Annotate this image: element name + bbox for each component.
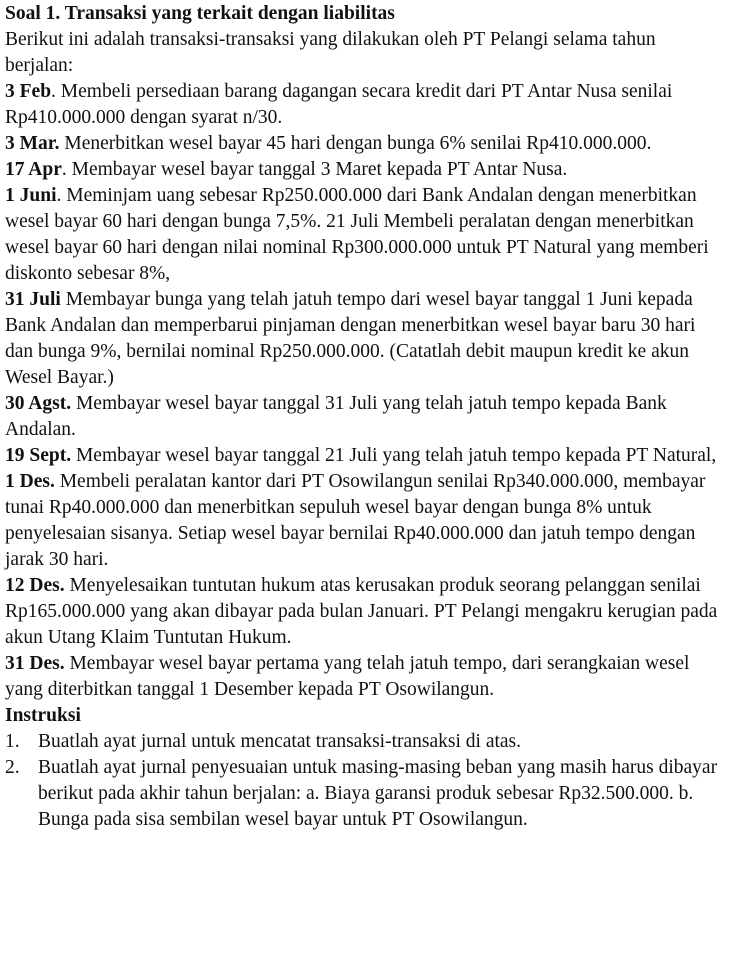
transaction-date: 3 Feb bbox=[5, 81, 52, 102]
transaction-date: 31 Des. bbox=[5, 653, 65, 674]
transaction-date: 12 Des. bbox=[5, 575, 65, 596]
transaction-date: 31 Juli bbox=[5, 289, 61, 310]
transaction-date: 1 Juni bbox=[5, 185, 57, 206]
transaction-date: 1 Des. bbox=[5, 471, 55, 492]
transaction-date: 17 Apr bbox=[5, 159, 62, 180]
transaction-text: Menyelesaikan tuntutan hukum atas kerusakan produk seorang pelanggan senilai Rp165.000.000 yang akan dibayar pada bulan Januari. PT Pelangi mengakru kerugian pada akun Utang Klaim Tuntutan Hukum. bbox=[5, 575, 718, 648]
transaction-item bbox=[5, 573, 721, 651]
intro-paragraph: Berikut ini adalah transaksi-transaksi yang dilakukan oleh PT Pelangi selama tahun berjalan: bbox=[5, 29, 656, 76]
instruction-item bbox=[5, 755, 721, 833]
transaction-date: 19 Sept. bbox=[5, 445, 72, 466]
transaction-item bbox=[5, 443, 721, 469]
transaction-text: Membayar wesel bayar tanggal 21 Juli yang telah jatuh tempo kepada PT Natural, bbox=[71, 445, 717, 466]
instruction-number: 1. bbox=[5, 731, 20, 752]
transaction-text: . Meminjam uang sebesar Rp250.000.000 dari Bank Andalan dengan menerbitkan wesel bayar 60 hari dengan bunga 7,5%. 21 Juli Membeli peralatan dengan menerbitkan wesel bayar 60 hari dengan nilai nominal Rp300.000.000 untuk PT Natural yang memberi diskonto sebesar 8%, bbox=[5, 185, 709, 284]
transaction-item bbox=[5, 469, 721, 573]
transaction-date: 3 Mar. bbox=[5, 133, 60, 154]
transaction-text: . Membayar wesel bayar tanggal 3 Maret kepada PT Antar Nusa. bbox=[61, 159, 568, 180]
transaction-item bbox=[5, 391, 721, 443]
transaction-text: Menerbitkan wesel bayar 45 hari dengan bunga 6% senilai Rp410.000.000. bbox=[59, 133, 652, 154]
instructions-list bbox=[5, 729, 721, 833]
document-title: Soal 1. Transaksi yang terkait dengan liabilitas bbox=[5, 3, 395, 24]
transaction-item bbox=[5, 131, 721, 157]
transaction-date: 30 Agst. bbox=[5, 393, 72, 414]
instruction-item bbox=[5, 729, 721, 755]
transaction-text: Membayar wesel bayar tanggal 31 Juli yang telah jatuh tempo kepada Bank Andalan. bbox=[5, 393, 667, 440]
transaction-item bbox=[5, 183, 721, 287]
transaction-item bbox=[5, 157, 721, 183]
transaction-item bbox=[5, 287, 721, 391]
instructions-heading: Instruksi bbox=[5, 705, 81, 726]
instruction-text: Buatlah ayat jurnal untuk mencatat transaksi-transaksi di atas. bbox=[38, 731, 522, 752]
transaction-item bbox=[5, 79, 721, 131]
transaction-item bbox=[5, 651, 721, 703]
transaction-text: Membeli peralatan kantor dari PT Osowilangun senilai Rp340.000.000, membayar tunai Rp40.000.000 dan menerbitkan sepuluh wesel bayar dengan bunga 8% untuk penyelesaian sisanya. Setiap wesel bayar bernilai Rp40.000.000 dan jatuh tempo dengan jarak 30 hari. bbox=[5, 471, 706, 570]
instruction-number: 2. bbox=[5, 757, 20, 778]
instruction-text: Buatlah ayat jurnal penyesuaian untuk masing-masing beban yang masih harus dibayar berikut pada akhir tahun berjalan: a. Biaya garansi produk sebesar Rp32.500.000. b. Bunga pada sisa sembilan wesel bayar untuk PT Osowilangun. bbox=[38, 757, 718, 830]
transaction-text: Membayar bunga yang telah jatuh tempo dari wesel bayar tanggal 1 Juni kepada Bank Andalan dan memperbarui pinjaman dengan menerbitkan wesel bayar baru 30 hari dan bunga 9%, bernilai nominal Rp250.000.000. (Catatlah debit maupun kredit ke akun Wesel Bayar.) bbox=[5, 289, 696, 388]
transaction-text: . Membeli persediaan barang dagangan secara kredit dari PT Antar Nusa senilai Rp410.000.000 dengan syarat n/30. bbox=[5, 81, 673, 128]
transaction-text: Membayar wesel bayar pertama yang telah jatuh tempo, dari serangkaian wesel yang diterbitkan tanggal 1 Desember kepada PT Osowilangun. bbox=[5, 653, 690, 700]
